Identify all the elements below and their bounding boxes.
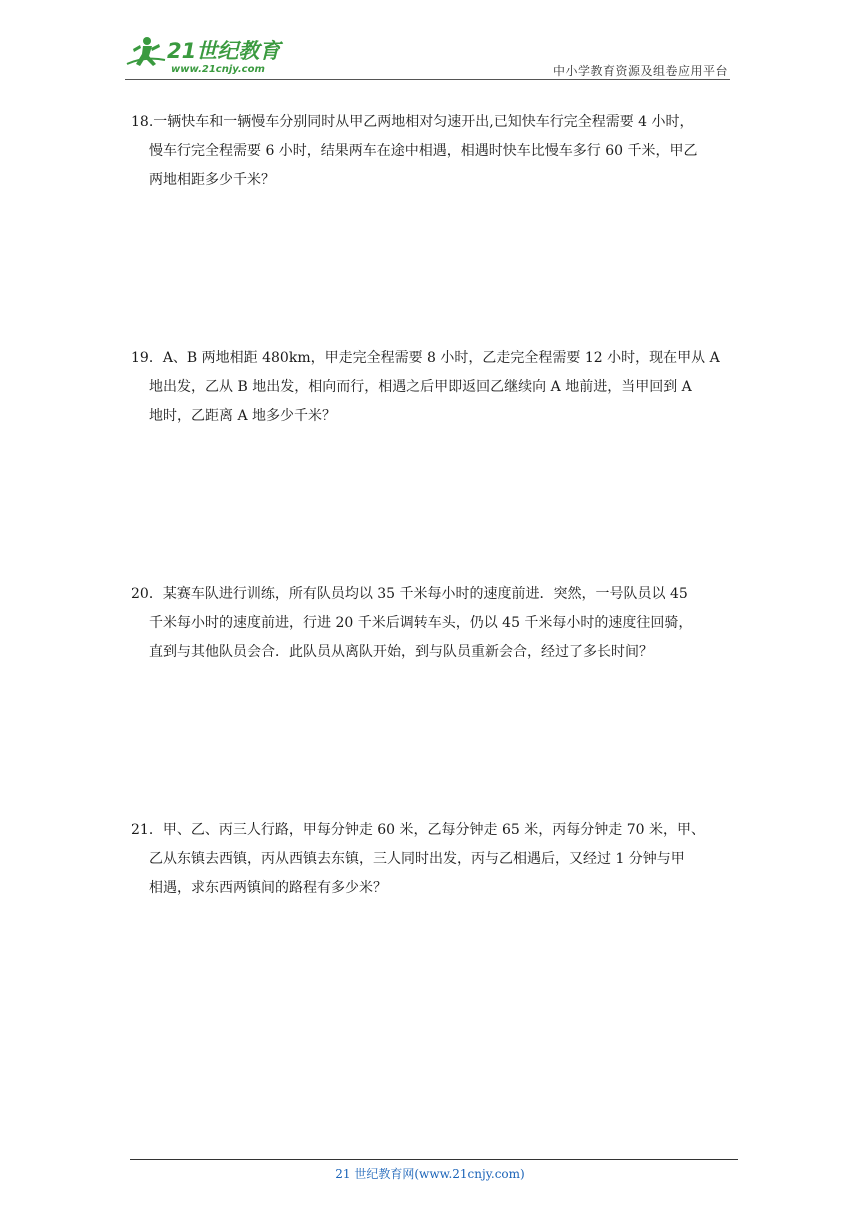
question-line: 慢车行完全程需要 6 小时，结果两车在途中相遇，相遇时快车比慢车多行 60 千米，甲乙 — [149, 143, 698, 159]
svg-text:21世纪教育: 21世纪教育 — [167, 39, 281, 63]
question-20 — [131, 580, 731, 667]
question-line: 20．某赛车队进行训练，所有队员均以 35 千米每小时的速度前进．突然，一号队员以 45 — [131, 586, 688, 602]
svg-text:www.21cnjy.com: www.21cnjy.com — [171, 64, 265, 75]
page-header — [125, 34, 730, 80]
question-line: 18.一辆快车和一辆慢车分别同时从甲乙两地相对匀速开出,已知快车行完全程需要 4 小时， — [131, 114, 694, 130]
question-18 — [131, 108, 731, 195]
question-line: 地出发，乙从 B 地出发，相向而行，相遇之后甲即返回乙继续向 A 地前进，当甲回到 A — [149, 379, 692, 395]
question-line: 直到与其他队员会合．此队员从离队开始，到与队员重新会合，经过了多长时间？ — [149, 644, 653, 660]
question-line: 21．甲、乙、丙三人行路，甲每分钟走 60 米，乙每分钟走 65 米，丙每分钟走 70 米，甲、 — [131, 822, 705, 838]
question-line: 千米每小时的速度前进，行进 20 千米后调转车头，仍以 45 千米每小时的速度往回骑， — [149, 615, 693, 631]
header-divider — [125, 79, 730, 80]
footer-link[interactable]: 21 世纪教育网(www.21cnjy.com) — [335, 1167, 525, 1181]
question-line: 相遇，求东西两镇间的路程有多少米？ — [149, 880, 387, 896]
question-line: 乙从东镇去西镇，丙从西镇去东镇，三人同时出发，丙与乙相遇后，又经过 1 分钟与甲 — [149, 851, 685, 867]
question-21 — [131, 816, 731, 903]
question-line: 19．A、B 两地相距 480km，甲走完全程需要 8 小时，乙走完全程需要 12 小时，现在甲从 A — [131, 350, 720, 366]
footer-divider — [130, 1159, 738, 1160]
question-19 — [131, 344, 731, 431]
platform-name: 中小学教育资源及组卷应用平台 — [552, 64, 728, 78]
site-logo — [125, 34, 290, 78]
question-line: 两地相距多少千米？ — [149, 172, 275, 188]
question-line: 地时，乙距离 A 地多少千米？ — [149, 408, 337, 424]
